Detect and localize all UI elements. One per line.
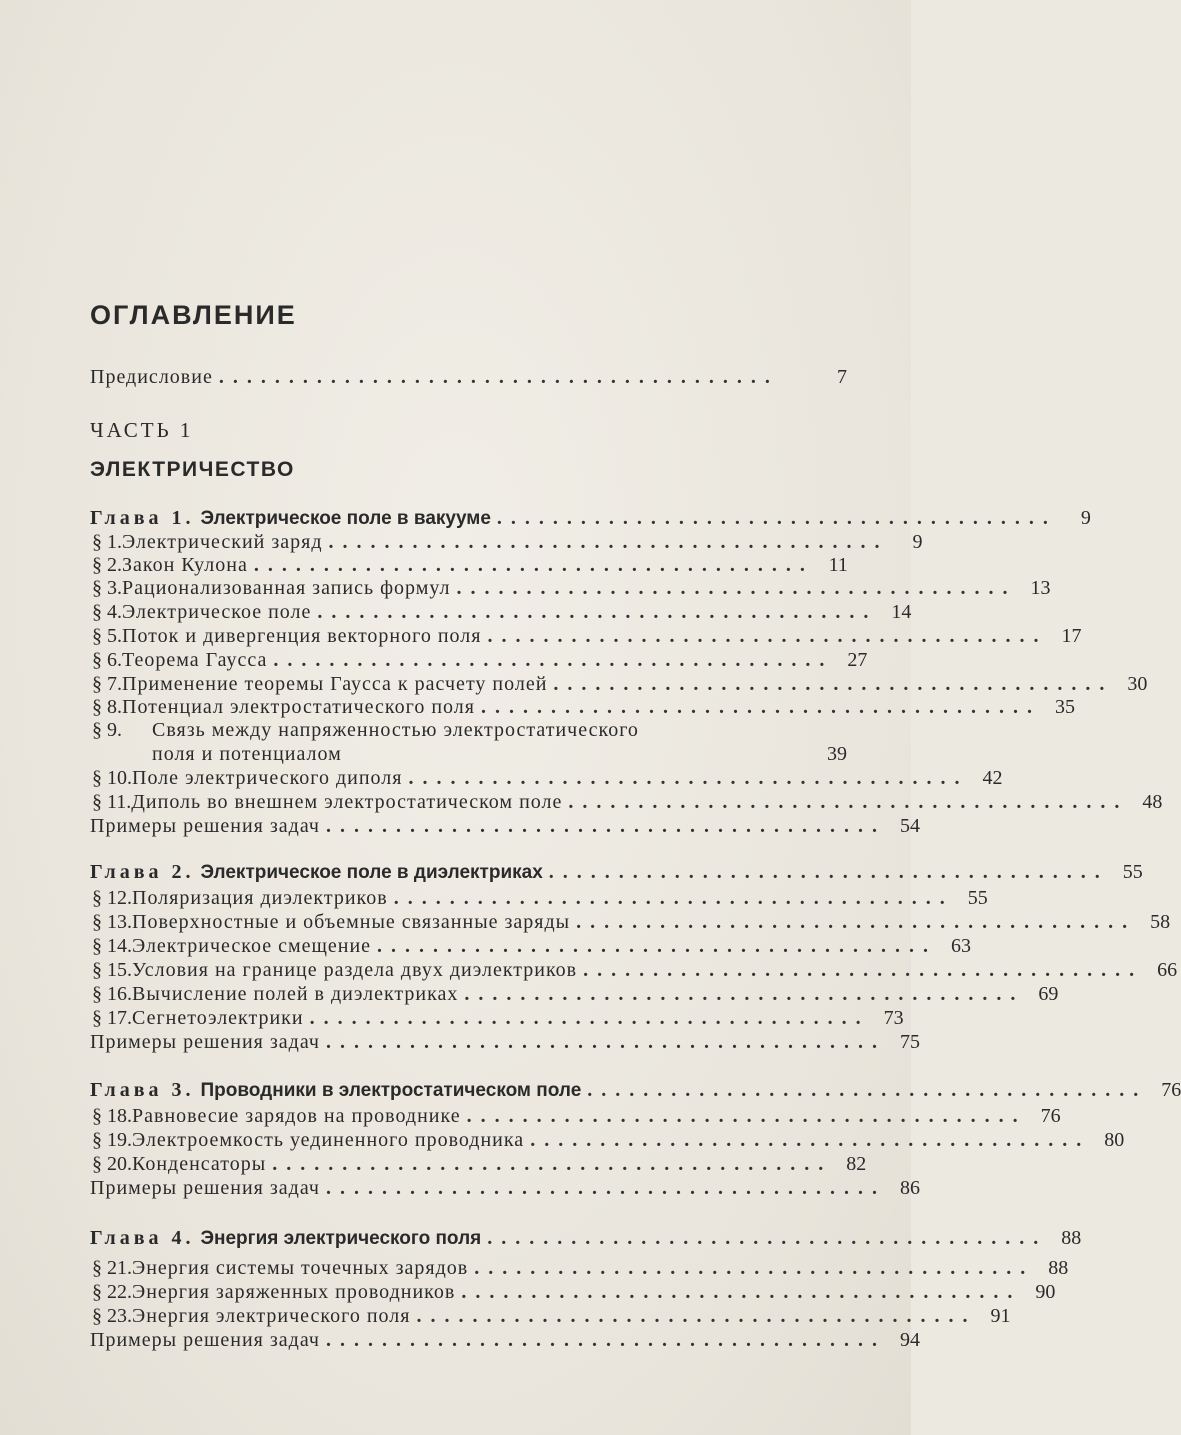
section-title-continued: поля и потенциалом: [152, 743, 342, 765]
entry-page: 7: [837, 366, 847, 388]
toc-examples[interactable]: [90, 1176, 920, 1200]
entry-page: 39: [827, 743, 847, 765]
section-title: Энергия заряженных проводников: [132, 1281, 456, 1303]
section-number: § 5.: [92, 625, 122, 647]
toc-section[interactable]: [92, 958, 1178, 982]
leader-dots: ........................................: [325, 1177, 886, 1199]
entry-page: 13: [1030, 577, 1051, 599]
entry-page: 58: [1150, 911, 1171, 933]
leader-dots: ........................................: [273, 649, 834, 671]
toc-section[interactable]: [92, 886, 988, 910]
toc-section[interactable]: [92, 648, 868, 672]
section-title: Равновесие зарядов на проводнике: [132, 1105, 461, 1127]
leader-dots: ........................................: [377, 935, 938, 957]
part-title: ЭЛЕКТРИЧЕСТВО: [90, 458, 295, 481]
toc-section-continuation[interactable]: [152, 742, 847, 766]
section-title: Связь между напряженностью электростатического: [152, 719, 639, 741]
entry-page: 9: [912, 531, 923, 553]
section-number: § 6.: [92, 649, 122, 671]
section-title: Конденсаторы: [132, 1153, 267, 1175]
leader-dots: ........................................: [317, 601, 878, 623]
chapter-title: Электрическое поле в диэлектриках: [200, 862, 543, 883]
entry-page: 48: [1142, 791, 1163, 813]
chapter-prefix: Глава 4.: [90, 1227, 195, 1249]
section-number: § 8.: [92, 696, 122, 718]
leader-dots: ........................................: [456, 577, 1017, 599]
toc-section[interactable]: [92, 1256, 1069, 1280]
leader-dots: ........................................: [553, 673, 1114, 695]
entry-page: 76: [1040, 1105, 1061, 1127]
section-number: § 23.: [92, 1305, 132, 1327]
toc-section[interactable]: [92, 624, 1082, 648]
entry-page: 94: [899, 1329, 920, 1351]
toc-chapter-4[interactable]: [90, 1226, 1082, 1251]
leader-dots: ........................................: [461, 1281, 1022, 1303]
entry-page: 27: [847, 649, 868, 671]
leader-dots: ........................................: [480, 696, 1041, 718]
section-number: § 16.: [92, 983, 132, 1005]
leader-dots: ........................................: [487, 1227, 1048, 1249]
entry-page: 88: [1048, 1257, 1069, 1279]
section-title: Сегнетоэлектрики: [132, 1007, 304, 1029]
entry-page: 90: [1035, 1281, 1056, 1303]
chapter-title: Электрическое поле в вакууме: [200, 508, 491, 529]
chapter-title: Проводники в электростатическом поле: [200, 1080, 582, 1101]
toc-heading: ОГЛАВЛЕНИЕ: [90, 300, 297, 330]
entry-page: 42: [982, 767, 1003, 789]
toc-section-wrapped[interactable]: [92, 718, 847, 742]
section-title: Энергия системы точечных зарядов: [132, 1257, 469, 1279]
leader-dots: ........................................: [548, 861, 1109, 883]
toc-section[interactable]: [92, 982, 1059, 1006]
toc-section[interactable]: [92, 1152, 867, 1176]
section-title: Поле электрического диполя: [132, 767, 403, 789]
part-label: ЧАСТЬ 1: [90, 418, 194, 442]
toc-section[interactable]: [92, 576, 1051, 600]
toc-section[interactable]: [92, 553, 847, 577]
toc-chapter-2[interactable]: [90, 860, 1143, 885]
entry-page: 14: [891, 601, 912, 623]
section-number: § 18.: [92, 1105, 132, 1127]
section-number: § 10.: [92, 767, 132, 789]
section-title: Электрическое смещение: [132, 935, 372, 957]
section-title: Применение теоремы Гаусса к расчету полей: [122, 673, 548, 695]
toc-section[interactable]: [92, 766, 1003, 790]
toc-section[interactable]: [92, 695, 1075, 719]
entry-page: 80: [1104, 1129, 1125, 1151]
leader-dots: ........................................: [325, 815, 886, 837]
section-number: § 9.: [92, 719, 122, 741]
section-number: § 13.: [92, 911, 132, 933]
leader-dots: ........................................: [576, 911, 1137, 933]
leader-dots: ........................................: [325, 1329, 886, 1351]
section-title: Вычисление полей в диэлектриках: [132, 983, 459, 1005]
entry-page: 55: [967, 887, 988, 909]
toc-section[interactable]: [92, 1128, 1125, 1152]
entry-page: 63: [951, 935, 972, 957]
chapter-title: Энергия электрического поля: [200, 1228, 482, 1249]
section-title: Поток и дивергенция векторного поля: [122, 625, 482, 647]
section-number: § 19.: [92, 1129, 132, 1151]
section-title: Рационализованная запись формул: [122, 577, 451, 599]
entry-page: 88: [1061, 1227, 1082, 1249]
section-number: § 11.: [92, 791, 132, 813]
entry-page: 82: [846, 1153, 867, 1175]
entry-page: 54: [899, 815, 920, 837]
toc-section[interactable]: [92, 1104, 1061, 1128]
leader-dots: ........................................: [309, 1007, 870, 1029]
toc-section[interactable]: [92, 600, 912, 624]
section-title: Теорема Гаусса: [122, 649, 268, 671]
chapter-prefix: Глава 1.: [90, 507, 195, 529]
entry-page: 30: [1127, 673, 1148, 695]
entry-title: Предисловие: [90, 366, 213, 388]
toc-section[interactable]: [92, 1280, 1056, 1304]
leader-dots: ........................................: [272, 1153, 833, 1175]
section-title: Диполь во внешнем электростатическом поле: [131, 791, 563, 813]
leader-dots: ........................................: [464, 983, 1025, 1005]
toc-section[interactable]: [92, 1006, 904, 1030]
toc-section[interactable]: [92, 1304, 1011, 1328]
entry-page: 75: [899, 1031, 920, 1053]
toc-section[interactable]: [92, 910, 1171, 934]
leader-dots: ........................................: [568, 791, 1129, 813]
section-number: § 22.: [92, 1281, 132, 1303]
leader-dots: ........................................: [393, 887, 954, 909]
examples-title: Примеры решения задач: [90, 1177, 320, 1199]
section-number: § 1.: [92, 531, 122, 553]
toc-chapter-1[interactable]: [90, 506, 1091, 531]
section-title: Поляризация диэлектриков: [132, 887, 388, 909]
leader-dots: ........................................: [416, 1305, 977, 1327]
leader-dots: ........................................: [328, 531, 889, 553]
section-title: Поверхностные и объемные связанные заряды: [132, 911, 571, 933]
toc-section[interactable]: [92, 790, 1163, 814]
section-number: § 21.: [92, 1257, 132, 1279]
entry-page: 76: [1161, 1079, 1181, 1101]
leader-dots: ........................................: [466, 1105, 1027, 1127]
toc-examples[interactable]: [90, 814, 920, 838]
section-number: § 17.: [92, 1007, 132, 1029]
section-number: § 4.: [92, 601, 122, 623]
section-title: Энергия электрического поля: [132, 1305, 411, 1327]
entry-page: 55: [1122, 861, 1143, 883]
section-title: Электроемкость уединенного проводника: [132, 1129, 525, 1151]
section-number: § 15.: [92, 959, 132, 981]
leader-dots: ........................................: [587, 1079, 1148, 1101]
examples-title: Примеры решения задач: [90, 815, 320, 837]
entry-page: 35: [1054, 696, 1075, 718]
leader-dots: ........................................: [530, 1129, 1091, 1151]
section-title: Потенциал электростатического поля: [122, 696, 475, 718]
entry-page: 91: [990, 1305, 1011, 1327]
toc-chapter-3[interactable]: [90, 1078, 1181, 1103]
toc-section[interactable]: [92, 934, 972, 958]
toc-section[interactable]: [92, 530, 923, 554]
leader-dots: ........................................: [325, 1031, 886, 1053]
entry-page: 9: [1080, 507, 1091, 529]
entry-page: 17: [1061, 625, 1082, 647]
toc-entry-preface[interactable]: [90, 365, 847, 389]
section-number: § 3.: [92, 577, 122, 599]
entry-page: 11: [828, 554, 848, 576]
chapter-prefix: Глава 3.: [90, 1079, 195, 1101]
examples-title: Примеры решения задач: [90, 1329, 320, 1351]
chapter-prefix: Глава 2.: [90, 861, 195, 883]
entry-page: 86: [899, 1177, 920, 1199]
leader-dots: ........................................: [487, 625, 1048, 647]
leader-dots: ........................................: [474, 1257, 1035, 1279]
entry-page: 69: [1038, 983, 1059, 1005]
section-number: § 7.: [92, 673, 122, 695]
section-number: § 20.: [92, 1153, 132, 1175]
entry-page: 66: [1157, 959, 1178, 981]
section-number: § 14.: [92, 935, 132, 957]
leader-dots: ........................................: [218, 366, 779, 388]
section-title: Условия на границе раздела двух диэлектриков: [132, 959, 578, 981]
leader-dots: ........................................: [583, 959, 1144, 981]
section-title: Электрический заряд: [122, 531, 323, 553]
section-number: § 12.: [92, 887, 132, 909]
leader-dots: ........................................: [408, 767, 969, 789]
section-title: Закон Кулона: [122, 554, 248, 576]
examples-title: Примеры решения задач: [90, 1031, 320, 1053]
toc-examples[interactable]: [90, 1328, 920, 1352]
toc-section[interactable]: [92, 672, 1148, 696]
section-title: Электрическое поле: [122, 601, 312, 623]
leader-dots: ........................................: [253, 554, 814, 576]
leader-dots: ........................................: [496, 507, 1057, 529]
toc-examples[interactable]: [90, 1030, 920, 1054]
entry-page: 73: [883, 1007, 904, 1029]
section-number: § 2.: [92, 554, 122, 576]
